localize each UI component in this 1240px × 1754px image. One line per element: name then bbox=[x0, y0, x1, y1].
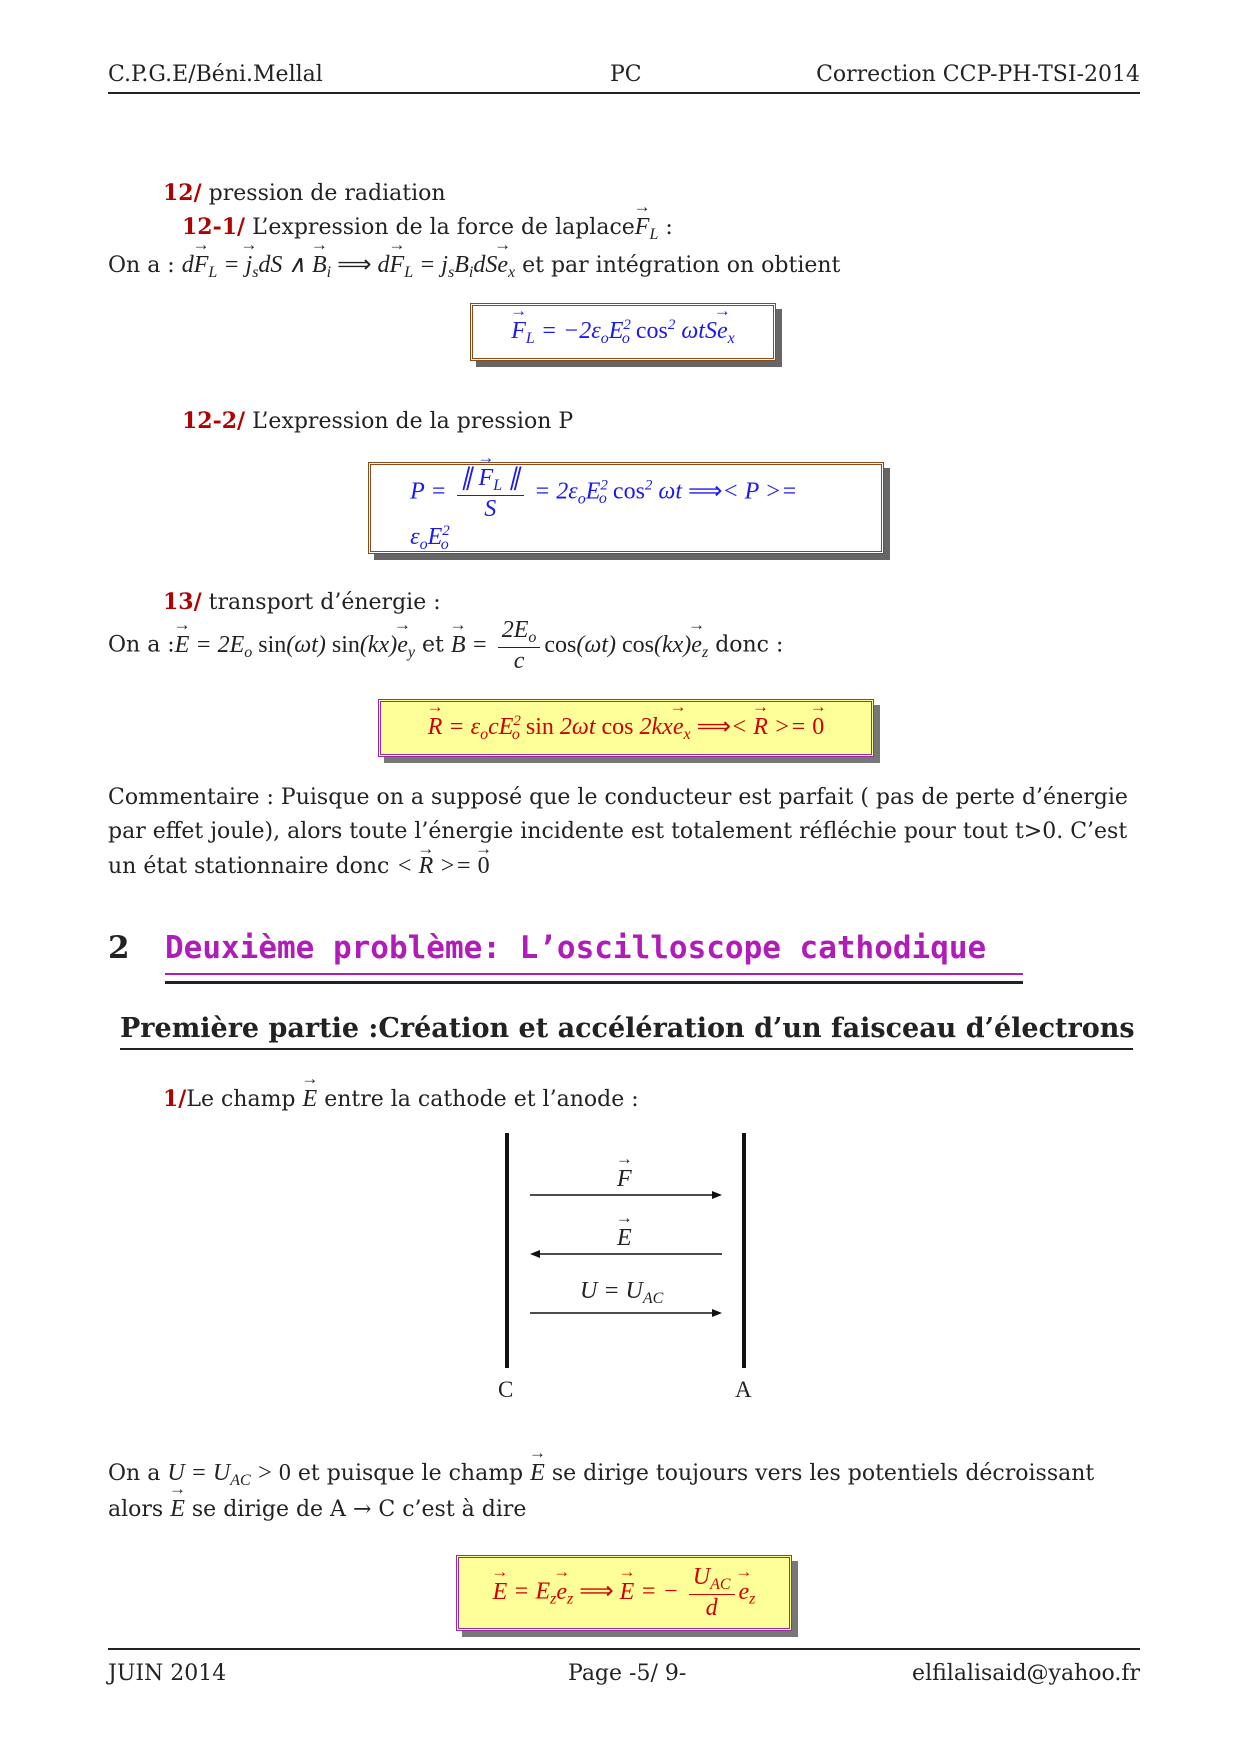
header-center: PC bbox=[610, 62, 642, 87]
q13-heading bbox=[163, 589, 441, 615]
result-box-poynting bbox=[378, 699, 874, 757]
q12-1-number: 12-1/ bbox=[182, 214, 246, 240]
q1-l2-e-vector: → E bbox=[170, 1496, 185, 1522]
result-box-force bbox=[470, 303, 776, 361]
field-result: → $E = E_z\to e_z$ ⟹ → E = − $\frac{U_{AC}}{d}$ → $e_z$ bbox=[493, 1564, 756, 1622]
result-box-pressure bbox=[368, 462, 884, 554]
q12-heading bbox=[163, 180, 446, 206]
laplace-equation: $d\to F_L$ = → $j_sdS$ ∧ → $B_i$ ⟹ $d\to F_L = j_sB_idS\to e_x$ bbox=[182, 252, 515, 278]
q12-1-line-end: et par intégration on obtient bbox=[522, 253, 841, 278]
q1-heading bbox=[163, 1086, 639, 1113]
voltage-inequality: $U = U_{AC} > 0$ bbox=[167, 1460, 291, 1489]
q1-l2-a: alors bbox=[108, 1497, 164, 1522]
pressure-result: P = $\frac{\parallel \to F_L \parallel}{S}$ = $2\varepsilon_oE^2_o$ $\cos^2 \omega t$ ⟹< $P >= \varepsilon_oE^2_o$ bbox=[410, 463, 842, 554]
comment-text: Commentaire : Puisque on a supposé que le conducteur est parfait ( pas de perte d’énergie par effet joule), alors toute l’énergie incidente est totalement réfléchie pour tout t>0. C’est un état stationnaire donc bbox=[108, 785, 1128, 879]
comment-math: < → R >= → 0 bbox=[396, 853, 489, 879]
q1-l2-b: se dirige de A → C c’est à dire bbox=[191, 1497, 527, 1522]
q12-2-number: 12-2/ bbox=[182, 408, 246, 434]
comment-paragraph bbox=[108, 781, 1140, 884]
q13-et: et bbox=[421, 632, 444, 658]
q12-1-line-start: On a : bbox=[108, 253, 175, 278]
section-2-underline-purple bbox=[165, 973, 1023, 975]
q13-line-start: On a : bbox=[108, 632, 175, 658]
q1-e-vector: → E bbox=[303, 1086, 318, 1112]
part-1-title: Première partie :Création et accélération d’un faisceau d’électrons bbox=[120, 1013, 1135, 1044]
diagram-label-f: → F bbox=[617, 1166, 632, 1193]
footer-center: Page -5/ 9- bbox=[568, 1661, 687, 1686]
q13-title: transport d’énergie : bbox=[208, 590, 441, 615]
b-field-expression: → B = $\frac{2E_o}{c}$ cos(ωt) $\cos(kx)\to e_z$ bbox=[451, 632, 708, 658]
force-symbol: → $F_L$ bbox=[635, 214, 659, 240]
q1-text-line-1 bbox=[108, 1460, 1094, 1490]
q13-number: 13/ bbox=[163, 589, 202, 615]
diagram-label-a: A bbox=[735, 1377, 752, 1402]
q1-l1-c: se dirige toujours vers les potentiels décroissant bbox=[551, 1461, 1095, 1486]
q1-text-b: entre la cathode et l’anode : bbox=[324, 1087, 639, 1112]
q12-number: 12/ bbox=[163, 180, 202, 206]
section-2-title: Deuxième problème: L’oscilloscope cathodique bbox=[165, 930, 987, 966]
section-2-number: 2 bbox=[108, 930, 130, 966]
footer-left: JUIN 2014 bbox=[108, 1661, 227, 1686]
q1-l1-a: On a bbox=[108, 1461, 161, 1486]
q12-1-equation-line bbox=[108, 250, 840, 282]
force-result: → $F_L = -2\varepsilon_oE^2_o$ $\cos^2 \omega tS\to e_x$ bbox=[511, 317, 735, 348]
q12-1-title: L’expression de la force de laplace bbox=[252, 215, 635, 240]
q1-text-a: Le champ bbox=[186, 1087, 296, 1112]
poynting-result: → $R = \varepsilon_ocE^2_o$ sin 2ωt $\cos 2kx\to e_x$ ⟹< → R >= → 0 bbox=[428, 712, 825, 744]
footer-right: elfilalisaid@yahoo.fr bbox=[912, 1661, 1140, 1686]
section-2-underline-black bbox=[165, 981, 1023, 984]
q1-text-line-2 bbox=[108, 1496, 526, 1523]
q13-donc: donc : bbox=[715, 632, 784, 658]
q12-1-heading: 12-1/ L’expression de la force de laplace→ $F_L$ : bbox=[182, 214, 673, 244]
q12-2-title: L’expression de la pression P bbox=[252, 409, 574, 434]
diagram-label-e: → E bbox=[617, 1225, 632, 1252]
header-left: C.P.G.E/Béni.Mellal bbox=[108, 62, 323, 87]
voltage-arrow-head bbox=[712, 1309, 722, 1317]
q12-2-heading bbox=[182, 408, 573, 434]
q1-l1-e-vector: → E bbox=[530, 1460, 545, 1486]
force-arrow-head bbox=[712, 1191, 722, 1199]
q12-title: pression de radiation bbox=[208, 181, 446, 206]
field-arrow-head bbox=[530, 1250, 540, 1258]
q1-number: 1/ bbox=[163, 1086, 187, 1112]
q13-equation-line bbox=[108, 617, 783, 675]
diagram-label-u: $U = U_{AC}$ bbox=[580, 1278, 664, 1307]
header-rule bbox=[108, 92, 1140, 94]
diagram-label-c: C bbox=[498, 1377, 514, 1402]
result-box-field bbox=[456, 1555, 792, 1631]
part-1-underline bbox=[120, 1048, 1133, 1050]
header-right: Correction CCP-PH-TSI-2014 bbox=[816, 62, 1140, 87]
e-field-expression: → $E = 2E_o$ sin(ωt) $\sin(kx)\to e_y$ bbox=[175, 632, 415, 658]
q1-l1-b: et puisque le champ bbox=[297, 1461, 524, 1486]
footer-rule bbox=[108, 1648, 1140, 1650]
